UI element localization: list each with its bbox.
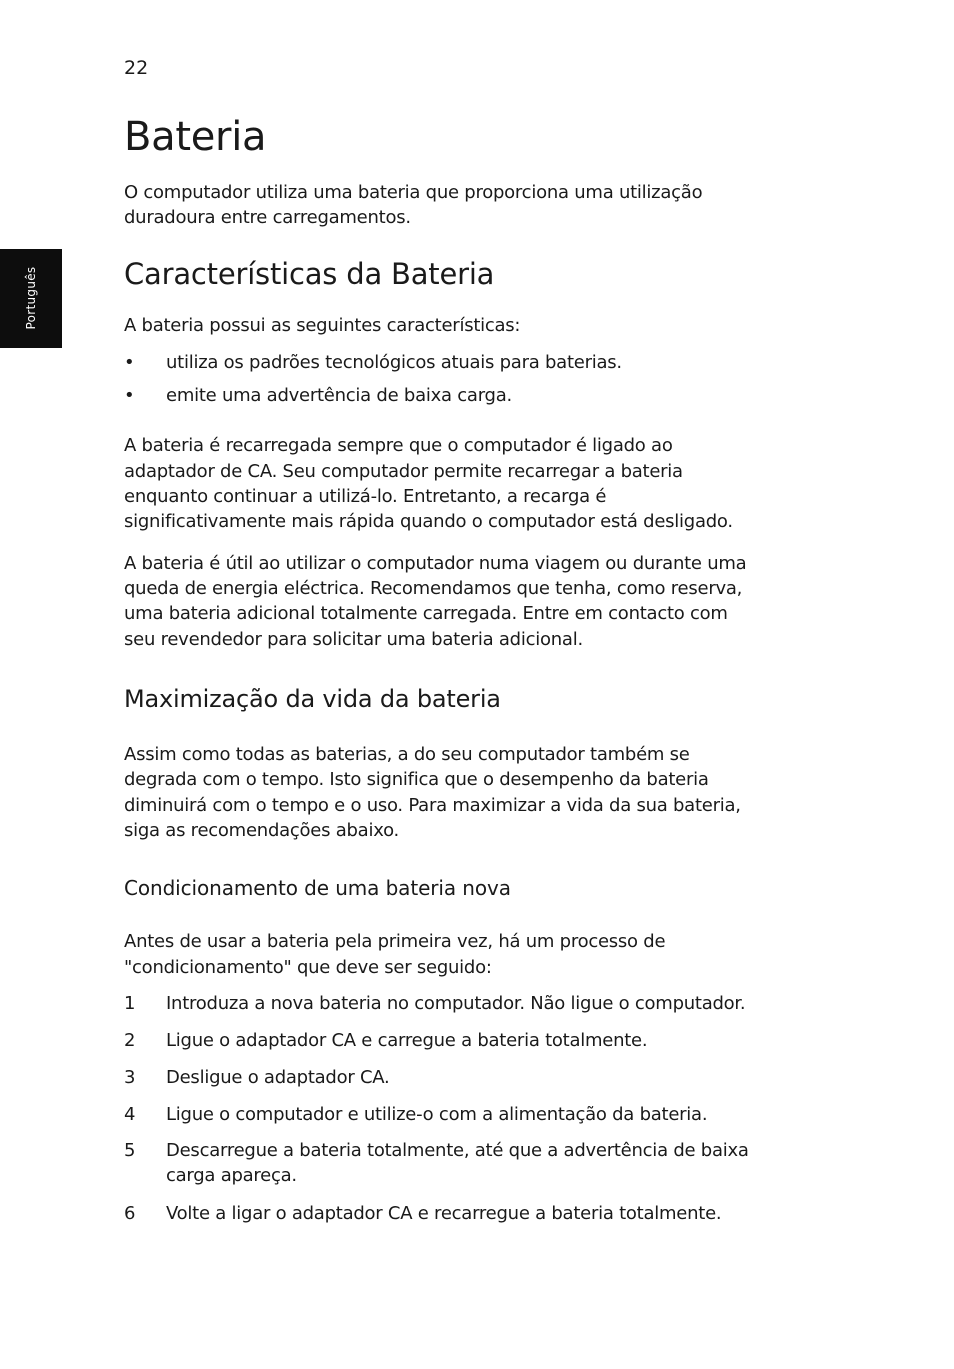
bullet-marker: • [124,352,135,373]
page-title: Bateria [124,114,267,160]
step-number: 3 [124,1067,136,1088]
conditioning-lead-line-2: "condicionamento" que deve ser seguido: [124,957,492,978]
step-number: 5 [124,1140,136,1161]
maximize-paragraph-line-1: Assim como todas as baterias, a do seu computador também se [124,744,690,765]
characteristics-lead: A bateria possui as seguintes características: [124,315,521,336]
travel-paragraph-line-2: queda de energia eléctrica. Recomendamos que tenha, como reserva, [124,578,743,599]
step-text: Ligue o adaptador CA e carregue a bateria totalmente. [166,1030,648,1051]
recharge-paragraph-line-2: adaptador de CA. Seu computador permite recarregar a bateria [124,461,683,482]
bullet-text: utiliza os padrões tecnológicos atuais para baterias. [166,352,622,373]
maximize-paragraph-line-3: diminuirá com o tempo e o uso. Para maximizar a vida da sua bateria, [124,795,741,816]
step-number: 4 [124,1104,136,1125]
section-heading-characteristics: Características da Bateria [124,257,495,291]
step-text: Descarregue a bateria totalmente, até que a advertência de baixa carga apareça. [166,1140,749,1186]
step-number: 1 [124,993,136,1014]
bullet-marker: • [124,385,135,406]
bullet-text: emite uma advertência de baixa carga. [166,385,512,406]
step-text: Ligue o computador e utilize-o com a alimentação da bateria. [166,1104,708,1125]
step-text: Introduza a nova bateria no computador. Não ligue o computador. [166,993,746,1014]
recharge-paragraph-line-4: significativamente mais rápida quando o computador está desligado. [124,511,733,532]
intro-line-2: duradoura entre carregamentos. [124,207,411,228]
step-number: 2 [124,1030,136,1051]
step-text: Desligue o adaptador CA. [166,1067,390,1088]
travel-paragraph-line-1: A bateria é útil ao utilizar o computador numa viagem ou durante uma [124,553,747,574]
step-number: 6 [124,1203,136,1224]
conditioning-lead-line-1: Antes de usar a bateria pela primeira vez, há um processo de [124,931,666,952]
intro-line-1: O computador utiliza uma bateria que proporciona uma utilização [124,182,703,203]
recharge-paragraph-line-3: enquanto continuar a utilizá-lo. Entretanto, a recarga é [124,486,607,507]
side-tab-label: Português [24,266,38,330]
section-heading-maximize-life: Maximização da vida da bateria [124,685,501,713]
step-text: Volte a ligar o adaptador CA e recarregue a bateria totalmente. [166,1203,722,1224]
travel-paragraph-line-4: seu revendedor para solicitar uma bateria adicional. [124,629,583,650]
maximize-paragraph-line-4: siga as recomendações abaixo. [124,820,399,841]
page-number: 22 [124,57,149,79]
section-heading-conditioning: Condicionamento de uma bateria nova [124,876,511,900]
maximize-paragraph-line-2: degrada com o tempo. Isto significa que o desempenho da bateria [124,769,709,790]
travel-paragraph-line-3: uma bateria adicional totalmente carregada. Entre em contacto com [124,603,728,624]
language-side-tab [0,249,62,348]
recharge-paragraph-line-1: A bateria é recarregada sempre que o computador é ligado ao [124,435,673,456]
